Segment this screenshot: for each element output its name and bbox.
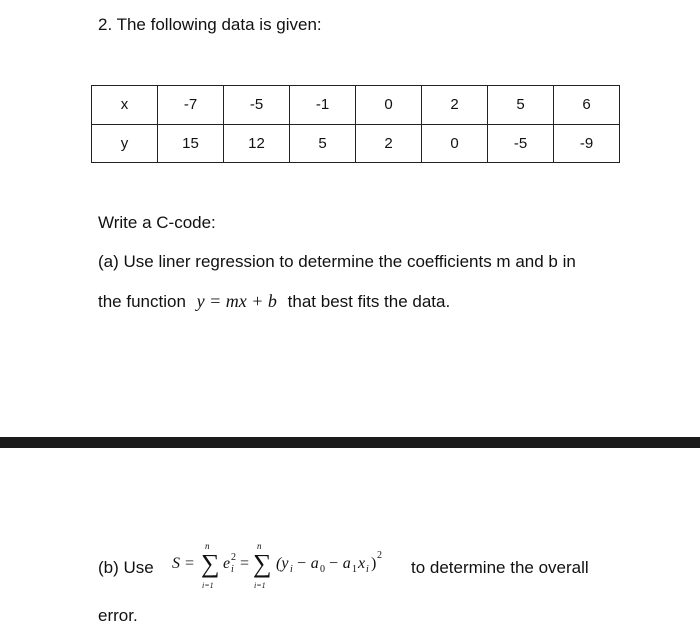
formula-e: e bbox=[223, 555, 231, 572]
formula-close: ) bbox=[371, 555, 377, 572]
row-label-y: y bbox=[92, 124, 158, 163]
formula-sup-2: 2 bbox=[377, 550, 382, 561]
formula-x: x bbox=[358, 555, 366, 572]
row-label-x: x bbox=[92, 86, 158, 125]
sigma-lower: i=1 bbox=[202, 581, 214, 590]
part-a-line-1: (a) Use liner regression to determine the coefficients m and b in bbox=[98, 252, 576, 271]
table-cell: -5 bbox=[224, 86, 290, 125]
part-a-post: that best fits the data. bbox=[287, 292, 451, 311]
formula-minus-a0: − a bbox=[296, 555, 319, 572]
error-formula bbox=[172, 538, 404, 594]
table-cell: 0 bbox=[356, 86, 422, 125]
formula-e-sub: i bbox=[231, 564, 234, 575]
table-cell: 0 bbox=[422, 124, 488, 163]
formula-sub-i: i bbox=[290, 564, 293, 575]
table-cell: 6 bbox=[554, 86, 620, 125]
linear-equation: y = mx + b bbox=[196, 291, 277, 311]
table-cell: 5 bbox=[488, 86, 554, 125]
table-cell: -7 bbox=[158, 86, 224, 125]
sigma-symbol: ∑ bbox=[201, 549, 220, 578]
sigma-upper-2: n bbox=[257, 541, 262, 551]
instruction-write-c-code: Write a C-code: bbox=[98, 213, 216, 232]
formula-s-eq: S = bbox=[172, 555, 195, 572]
table-cell: 12 bbox=[224, 124, 290, 163]
table-row-y bbox=[92, 124, 620, 163]
formula-minus-a1: − a bbox=[328, 555, 351, 572]
section-divider bbox=[0, 437, 700, 448]
part-b-pre: (b) Use bbox=[98, 558, 154, 577]
formula-sub-i-2: i bbox=[366, 564, 369, 575]
table-cell: -9 bbox=[554, 124, 620, 163]
formula-sub-0: 0 bbox=[320, 564, 325, 575]
data-table bbox=[91, 85, 620, 163]
table-cell: 5 bbox=[290, 124, 356, 163]
sigma-upper: n bbox=[205, 541, 210, 551]
table-row-x bbox=[92, 86, 620, 125]
sigma-symbol-2: ∑ bbox=[253, 549, 272, 578]
question-title: 2. The following data is given: bbox=[98, 15, 322, 34]
formula-sub-1: 1 bbox=[352, 564, 357, 575]
part-a-pre: the function bbox=[98, 292, 186, 311]
formula-y: (y bbox=[276, 555, 289, 572]
sigma-lower-2: i=1 bbox=[254, 581, 266, 590]
part-b-end: error. bbox=[98, 606, 138, 625]
formula-eq: = bbox=[240, 555, 250, 572]
table-cell: 2 bbox=[422, 86, 488, 125]
formula-e-sup: 2 bbox=[231, 552, 236, 563]
table-cell: 2 bbox=[356, 124, 422, 163]
table-cell: 15 bbox=[158, 124, 224, 163]
table-cell: -5 bbox=[488, 124, 554, 163]
table-cell: -1 bbox=[290, 86, 356, 125]
part-b-post: to determine the overall bbox=[411, 558, 589, 577]
part-a-line-2 bbox=[98, 291, 450, 312]
